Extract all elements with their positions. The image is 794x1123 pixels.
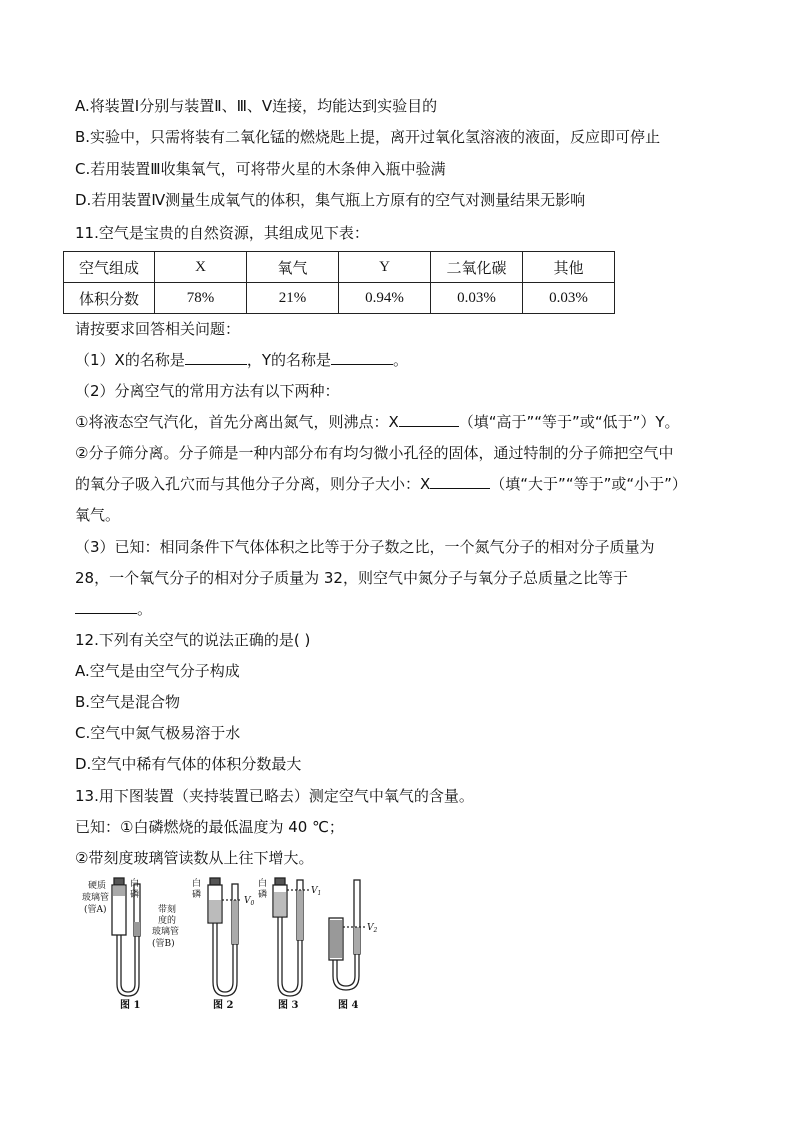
table-cell: X [155,252,247,283]
text: （填“大于”“等于”或“小于”） [490,475,687,493]
table-cell: 其他 [523,252,615,283]
q13-stem: 13.用下图装置（夹持装置已略去）测定空气中氧气的含量。 [75,787,474,805]
q11-part2-2b [75,474,687,494]
label-tube-b: (管B) [152,939,175,949]
table-cell: 0.03% [523,283,615,314]
label-white-phosphorus: 白 [258,879,268,889]
label-v2 [367,923,378,934]
caption-figure-1: 图 1 [120,1000,141,1011]
v1-letter: V [311,886,318,896]
q10-option-c: C.若用装置Ⅲ收集氧气，可将带火星的木条伸入瓶中验满 [75,160,446,178]
q10-option-b: B.实验中，只需将装有二氧化锰的燃烧匙上提，离开过氧化氢溶液的液面，反应即可停止 [75,128,661,146]
label-v0 [244,896,255,907]
label-tube-a: 硬质 [88,881,107,891]
text: （1）X的名称是 [75,351,185,369]
caption-figure-4: 图 4 [338,1000,359,1011]
figure-3-apparatus [273,878,310,996]
label-tube-b: 度的 [158,916,177,926]
label-v1 [311,886,321,897]
air-composition-table [63,251,615,314]
q13-known-2: ②带刻度玻璃管读数从上往下增大。 [75,849,314,867]
label-white-phosphorus: 白 [130,879,140,889]
table-cell: Y [339,252,431,283]
q11-part2-2a: ②分子筛分离。分子筛是一种内部分布有均匀微小孔径的固体，通过特制的分子筛把空气中 [75,444,674,462]
q11-prompt: 请按要求回答相关问题： [75,320,241,338]
q11-part3-a: （3）已知：相同条件下气体体积之比等于分子数之比，一个氮气分子的相对分子质量为 [75,538,655,556]
q12-stem: 12.下列有关空气的说法正确的是( ) [75,631,311,649]
q10-option-a: A.将装置Ⅰ分别与装置Ⅱ、Ⅲ、Ⅴ连接，均能达到实验目的 [75,97,438,115]
label-white-phosphorus: 磷 [130,890,140,900]
q12-option-b: B.空气是混合物 [75,693,181,711]
label-tube-b: 玻璃管 [152,927,180,937]
figure-4-apparatus [329,880,366,990]
table-cell: 21% [247,283,339,314]
table-cell: 二氧化碳 [431,252,523,283]
table-cell: 氧气 [247,252,339,283]
label-tube-b: 带刻 [158,905,177,915]
label-white-phosphorus: 磷 [192,890,202,900]
table-cell: 空气组成 [64,252,155,283]
text: （填“高于”“等于”或“低于”）Y。 [458,413,680,431]
caption-figure-3: 图 3 [278,1000,299,1011]
q11-part2: （2）分离空气的常用方法有以下两种： [75,382,340,400]
q12-option-d: D.空气中稀有气体的体积分数最大 [75,755,302,773]
text: ，Y的名称是 [246,351,331,369]
table-row [64,283,615,314]
v1-subscript: 1 [317,890,322,897]
label-white-phosphorus: 白 [192,879,202,889]
figure-2-apparatus [208,878,242,996]
label-white-phosphorus: 磷 [258,890,268,900]
answer-blank[interactable] [185,350,247,365]
v2-subscript: 2 [373,927,378,934]
v0-subscript: 0 [250,900,255,907]
q11-stem: 11.空气是宝贵的自然资源，其组成见下表： [75,224,369,242]
label-tube-a: 玻璃管 [82,893,110,903]
answer-blank[interactable] [430,474,490,489]
text: 的氧分子吸入孔穴而与其他分子分离，则分子大小：X [75,475,431,493]
text: ①将液态空气汽化，首先分离出氮气，则沸点：X [75,413,399,431]
v2-letter: V [367,923,374,933]
q12-option-c: C.空气中氮气极易溶于水 [75,724,241,742]
answer-blank[interactable] [331,350,393,365]
q10-option-d: D.若用装置Ⅳ测量生成氧气的体积，集气瓶上方原有的空气对测量结果无影响 [75,191,586,209]
table-cell: 体积分数 [64,283,155,314]
apparatus-figure [70,872,380,1012]
table-cell: 0.94% [339,283,431,314]
q13-known-1: 已知：①白磷燃烧的最低温度为 40 ℃； [75,818,344,836]
text: 。 [137,600,153,618]
answer-blank[interactable] [75,599,137,614]
q11-part3-c [75,599,152,619]
v0-letter: V [244,896,251,906]
q11-part2-2d: 氧气。 [75,506,121,524]
table-cell: 78% [155,283,247,314]
caption-figure-2: 图 2 [213,1000,234,1011]
text: 。 [393,351,409,369]
q12-option-a: A.空气是由空气分子构成 [75,662,240,680]
q11-part3-b: 28，一个氧气分子的相对分子质量为 32，则空气中氮分子与氧分子总质量之比等于 [75,569,628,587]
label-tube-a: (管A) [84,905,107,915]
q11-part1 [75,350,408,370]
answer-blank[interactable] [399,412,459,427]
table-header-row [64,252,615,283]
table-cell: 0.03% [431,283,523,314]
q11-part2-1 [75,412,680,432]
